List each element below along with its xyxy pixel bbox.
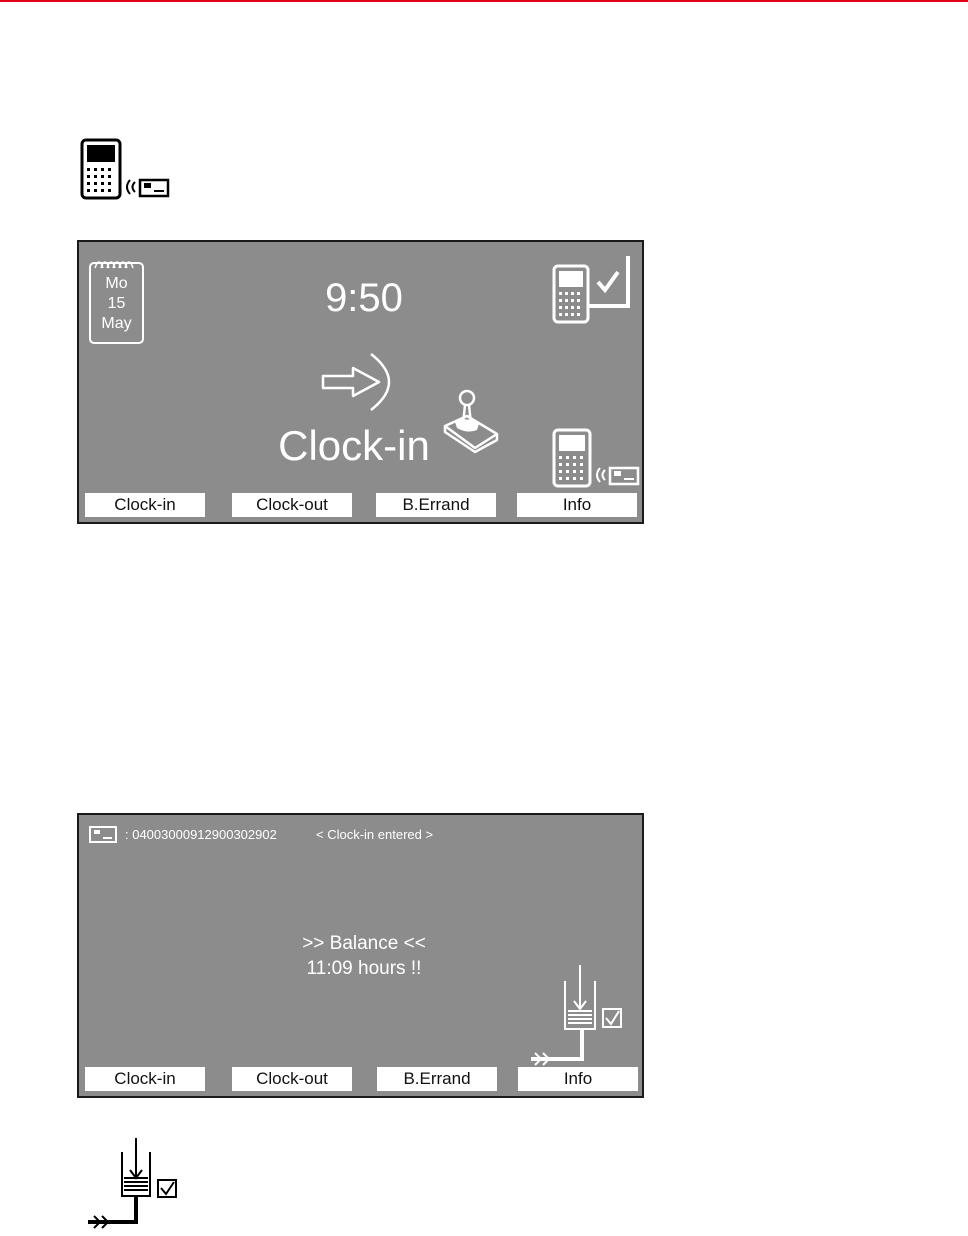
calendar-day: 15 — [107, 295, 126, 312]
joystick-icon — [441, 388, 503, 454]
balance-title: >> Balance << — [302, 933, 426, 954]
calendar-month: May — [101, 315, 132, 332]
card-number: : 04003000912900302902 — [125, 827, 277, 842]
softkey-clock-in[interactable]: Clock-in — [85, 493, 205, 517]
softkey-clock-in[interactable]: Clock-in — [85, 1067, 205, 1091]
softkey-info[interactable]: Info — [518, 1067, 638, 1091]
card-icon — [89, 826, 117, 844]
terminal-check-icon — [552, 254, 634, 326]
booking-status: < Clock-in entered > — [316, 827, 434, 842]
softkey-clock-out[interactable]: Clock-out — [232, 493, 352, 517]
clock-time: 9:50 — [325, 276, 403, 320]
terminal-card-reader-icon — [552, 428, 644, 490]
booking-accepted-icon — [86, 1136, 186, 1236]
balance-value: 11:09 hours !! — [306, 958, 422, 979]
terminal-screen-clock-in — [77, 240, 644, 524]
booking-accepted-icon — [527, 963, 627, 1073]
top-rule — [0, 0, 968, 2]
softkey-business-errand[interactable]: B.Errand — [377, 1067, 497, 1091]
softkey-info[interactable]: Info — [517, 493, 637, 517]
calendar-rings-icon — [93, 256, 141, 270]
softkey-business-errand[interactable]: B.Errand — [376, 493, 496, 517]
softkey-clock-out[interactable]: Clock-out — [232, 1067, 352, 1091]
calendar-icon — [89, 262, 144, 344]
arrow-into-terminal-icon — [319, 352, 409, 412]
calendar-weekday: Mo — [105, 275, 128, 292]
action-label: Clock-in — [278, 422, 430, 469]
terminal-screen-balance — [77, 813, 644, 1098]
terminal-card-reader-icon — [80, 138, 172, 200]
